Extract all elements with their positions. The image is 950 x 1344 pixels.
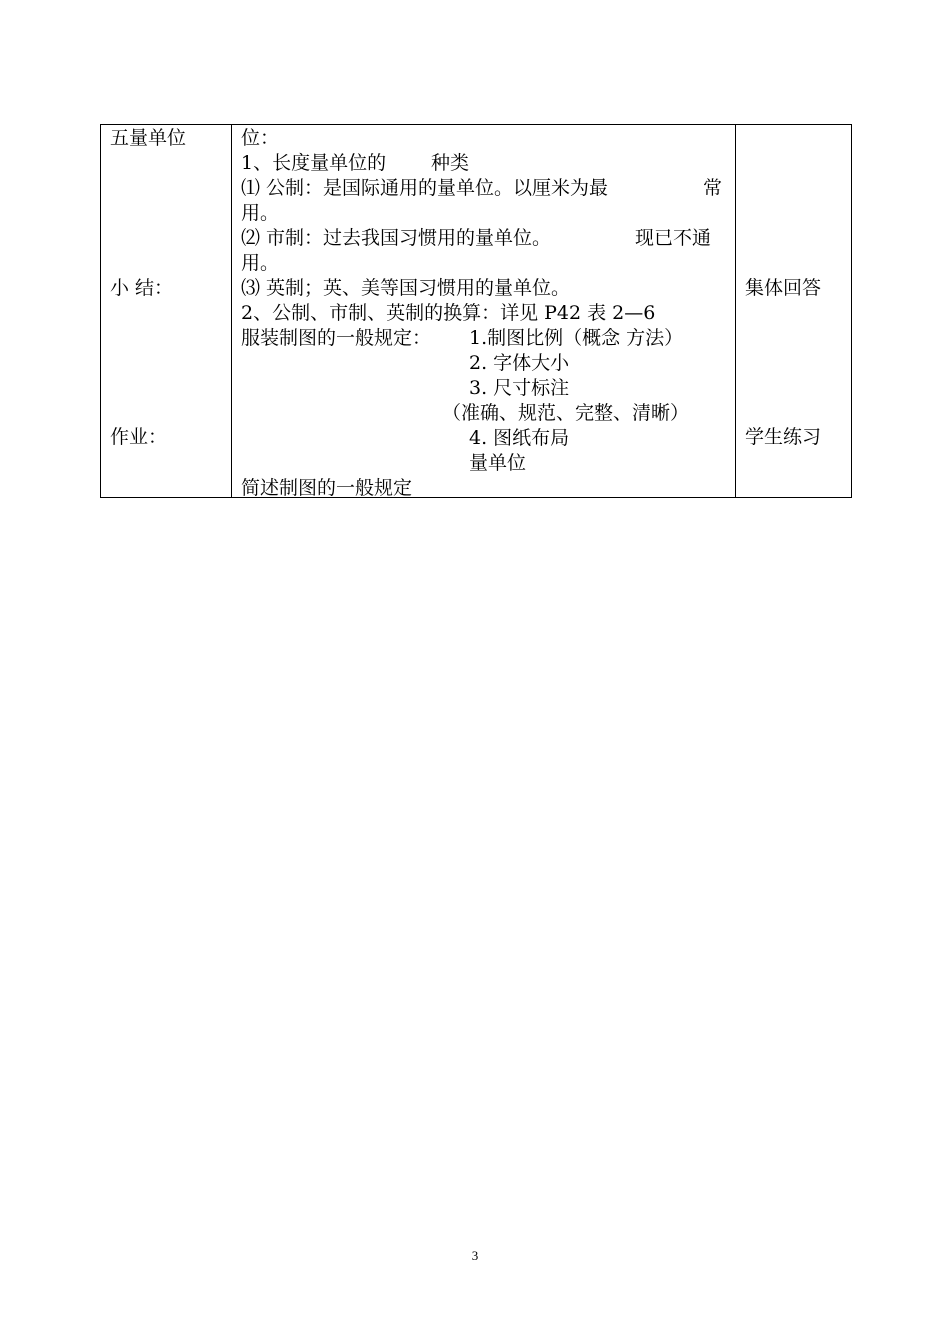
content-line: ⑵ 市制：过去我国习惯用的量单位。 bbox=[241, 227, 552, 249]
summary-label: 小 结： bbox=[110, 277, 174, 299]
content-line: ⑴ 公制：是国际通用的量单位。以厘米为最 bbox=[241, 177, 609, 199]
content-line: 用。 bbox=[241, 252, 280, 274]
content-line: 量单位 bbox=[469, 452, 527, 474]
content-line: 常 bbox=[703, 177, 723, 199]
content-line: 4. 图纸布局 bbox=[469, 427, 570, 449]
lesson-table bbox=[100, 124, 852, 498]
content-line: 2、公制、市制、英制的换算：详见 P42 表 2—6 bbox=[241, 302, 656, 324]
left-column-cell bbox=[101, 125, 232, 498]
content-line: 简述制图的一般规定 bbox=[241, 477, 413, 499]
student-practice-label: 学生练习 bbox=[745, 426, 822, 448]
homework-label: 作业： bbox=[110, 426, 168, 448]
page-number: 3 bbox=[471, 1248, 479, 1263]
content-line: 1.制图比例（概念 方法） bbox=[469, 327, 684, 349]
content-line: ⑶ 英制；英、美等国习惯用的量单位。 bbox=[241, 277, 571, 299]
content-column-cell bbox=[232, 125, 736, 498]
table-row bbox=[101, 125, 852, 498]
content-line: 1、长度量单位的 bbox=[241, 152, 387, 174]
group-answer-label: 集体回答 bbox=[745, 277, 822, 299]
content-line: 现已不通 bbox=[635, 227, 712, 249]
section-heading: 五量单位 bbox=[110, 127, 187, 149]
content-line: 3. 尺寸标注 bbox=[469, 377, 570, 399]
content-line: 位： bbox=[241, 127, 280, 149]
content-line: 2. 字体大小 bbox=[469, 352, 570, 374]
content-line: （准确、规范、完整、清晰） bbox=[442, 402, 690, 424]
activity-column-cell bbox=[736, 125, 852, 498]
content-line: 服装制图的一般规定： bbox=[241, 327, 432, 349]
content-line: 用。 bbox=[241, 202, 280, 224]
content-line: 种类 bbox=[431, 152, 470, 174]
